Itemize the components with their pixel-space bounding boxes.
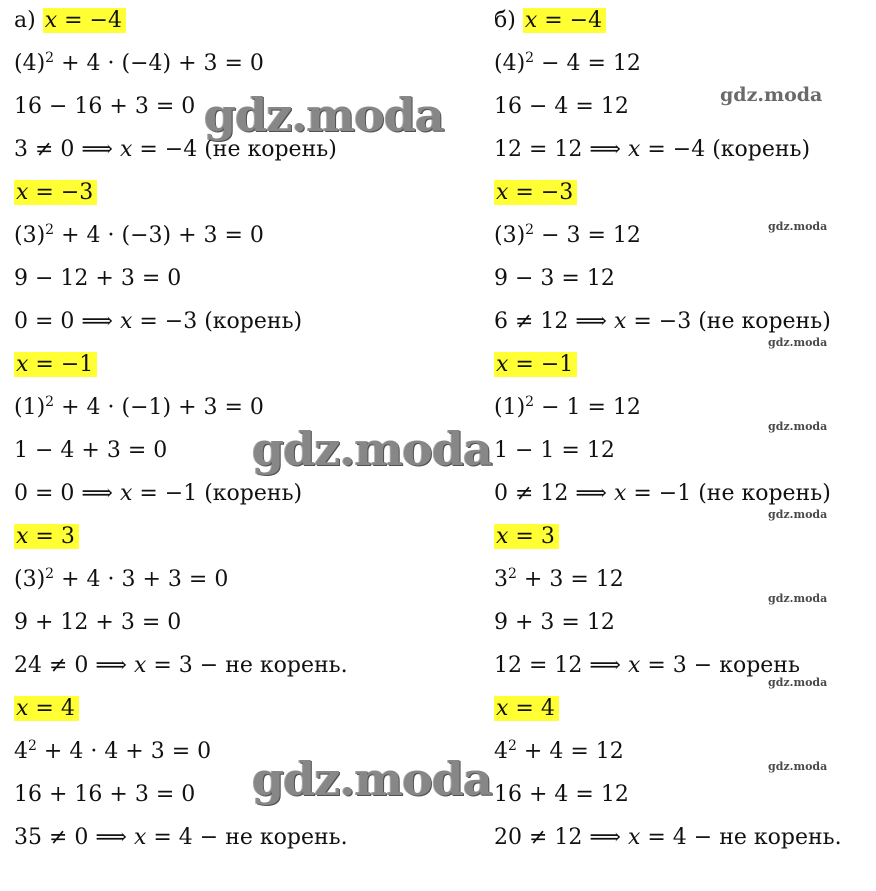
equation-text: 9 + 12 + 3 = 0	[14, 610, 182, 635]
equation-text: 9 − 12 + 3 = 0	[14, 266, 182, 291]
equation-text: $(4)^2 + 4 \cdot (-4) + 3 = 0$	[14, 50, 264, 76]
equation-line	[14, 436, 167, 466]
part-label: б)	[494, 8, 523, 33]
equation-line	[494, 565, 624, 595]
equation-text: 6 ≠ 12 ⟹ x = −3 (не корень)	[494, 309, 831, 334]
equation-text: 1 − 4 + 3 = 0	[14, 438, 168, 463]
equation-line	[14, 393, 264, 423]
equation-text: $(1)^2 + 4 \cdot (-1) + 3 = 0$	[14, 394, 264, 420]
equation-line	[494, 823, 842, 853]
watermark-logo: gdz.moda	[204, 88, 444, 142]
equation-text: $(1)^2 - 1 = 12$	[494, 394, 641, 420]
watermark-logo: gdz.moda	[768, 592, 828, 605]
equation-line	[14, 49, 264, 79]
test-value-heading	[494, 178, 577, 208]
equation-line	[494, 221, 641, 251]
equation-text: $3^2 + 3 = 12$	[494, 566, 624, 592]
highlighted-value: x = 3	[14, 524, 79, 549]
equation-text: 16 + 4 = 12	[494, 782, 629, 807]
equation-text: $(3)^2 + 4 \cdot (-3) + 3 = 0$	[14, 222, 264, 248]
watermark-logo: gdz.moda	[720, 84, 823, 106]
highlighted-value: x = −1	[14, 352, 97, 377]
equation-text: 9 + 3 = 12	[494, 610, 615, 635]
equation-line	[14, 823, 348, 853]
highlighted-value: x = 4	[14, 696, 79, 721]
highlighted-value: x = 4	[494, 696, 559, 721]
watermark-logo: gdz.moda	[252, 422, 492, 476]
equation-text: 0 = 0 ⟹ x = −3 (корень)	[14, 309, 303, 334]
equation-text: 35 ≠ 0 ⟹ x = 4 − не корень.	[14, 825, 348, 850]
equation-line	[14, 780, 195, 810]
highlighted-value: x = −3	[14, 180, 97, 205]
equation-line	[14, 264, 181, 294]
equation-text: $(4)^2 - 4 = 12$	[494, 50, 641, 76]
test-value-heading	[14, 350, 97, 380]
equation-text: 16 − 16 + 3 = 0	[14, 94, 196, 119]
highlighted-value: x = −4	[523, 8, 606, 33]
equation-line	[494, 651, 800, 681]
equation-line	[14, 565, 228, 595]
equation-line	[14, 92, 195, 122]
equation-text: 12 = 12 ⟹ x = 3 − корень	[494, 653, 800, 678]
equation-text: 1 − 1 = 12	[494, 438, 615, 463]
equation-text: 9 − 3 = 12	[494, 266, 615, 291]
equation-line	[494, 264, 615, 294]
equation-line	[494, 436, 615, 466]
equation-text: 12 = 12 ⟹ x = −4 (корень)	[494, 137, 811, 162]
watermark-logo: gdz.moda	[768, 420, 828, 433]
equation-line	[494, 49, 641, 79]
equation-line	[494, 135, 810, 165]
test-value-heading	[14, 178, 97, 208]
equation-line	[494, 780, 629, 810]
equation-text: 24 ≠ 0 ⟹ x = 3 − не корень.	[14, 653, 348, 678]
test-value-heading	[494, 522, 559, 552]
equation-text: 16 − 4 = 12	[494, 94, 629, 119]
watermark-logo: gdz.moda	[768, 336, 828, 349]
test-value-heading	[494, 350, 577, 380]
test-value-heading	[14, 522, 79, 552]
watermark-logo: gdz.moda	[252, 752, 492, 806]
test-value-heading	[494, 6, 606, 36]
test-value-heading	[494, 694, 559, 724]
equation-line	[14, 307, 302, 337]
equation-line	[14, 737, 211, 767]
equation-text: 20 ≠ 12 ⟹ x = 4 − не корень.	[494, 825, 842, 850]
equation-text: 0 ≠ 12 ⟹ x = −1 (не корень)	[494, 481, 831, 506]
equation-text: 16 + 16 + 3 = 0	[14, 782, 196, 807]
equation-line	[494, 307, 831, 337]
highlighted-value: x = 3	[494, 524, 559, 549]
equation-text: $(3)^2 + 4 \cdot 3 + 3 = 0$	[14, 566, 229, 592]
equation-line	[14, 608, 181, 638]
highlighted-value: x = −1	[494, 352, 577, 377]
equation-line	[494, 92, 629, 122]
equation-text: $4^2 + 4 \cdot 4 + 3 = 0$	[14, 738, 212, 764]
watermark-logo: gdz.moda	[768, 508, 828, 521]
test-value-heading	[14, 694, 79, 724]
watermark-logo: gdz.moda	[768, 676, 828, 689]
equation-line	[494, 479, 831, 509]
highlighted-value: x = −3	[494, 180, 577, 205]
equation-line	[14, 651, 348, 681]
watermark-logo: gdz.moda	[768, 220, 828, 233]
equation-line	[14, 221, 264, 251]
equation-line	[494, 393, 641, 423]
equation-text: 0 = 0 ⟹ x = −1 (корень)	[14, 481, 303, 506]
equation-line	[494, 608, 615, 638]
equation-text: 3 ≠ 0 ⟹ x = −4 (не корень)	[14, 137, 337, 162]
test-value-heading	[14, 6, 126, 36]
part-label: а)	[14, 8, 43, 33]
equation-text: $(3)^2 - 3 = 12$	[494, 222, 641, 248]
watermark-logo: gdz.moda	[768, 760, 828, 773]
equation-text: $4^2 + 4 = 12$	[494, 738, 624, 764]
equation-line	[14, 479, 302, 509]
highlighted-value: x = −4	[43, 8, 126, 33]
equation-line	[494, 737, 624, 767]
